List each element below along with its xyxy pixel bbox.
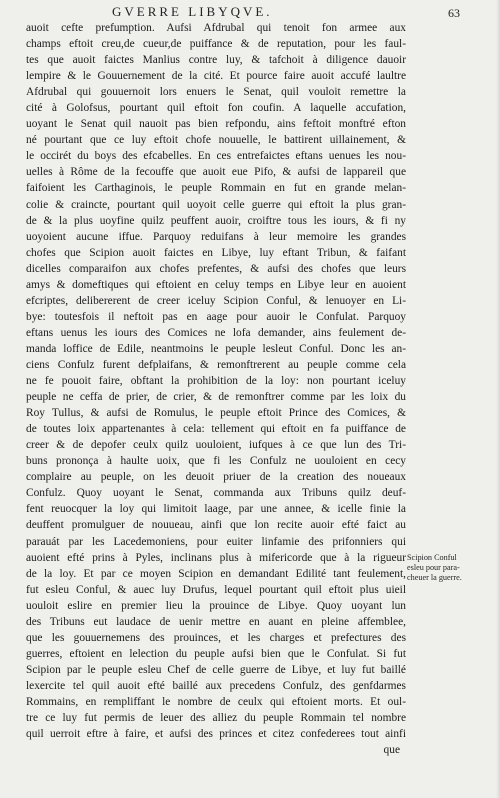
text-line: Roy Tullus, & aufsi de Romulus, le peuple eftoit Prince des Comices, & (26, 407, 406, 420)
text-line: de la loy. Et par ce moyen Scipion en demandant Edilité tant feulement, (26, 567, 406, 580)
text-line: chofes que Scipion auoit faictes en Libye, luy eftant Tribun, & faifant (26, 246, 406, 259)
text-line: buns prononça à haulte uoix, que fi les Confulz ne uouloient en cecy (26, 455, 406, 468)
text-line: des Tribuns eut laudace de uenir mettre en auant en pleine affemblee, (26, 615, 406, 628)
text-line: le occirét du boys des efcabelles. En ces entrefaictes eftans uenues les nou- (26, 150, 406, 163)
running-head: GVERRE LIBYQVE. (112, 4, 273, 19)
text-line: auoit cefte prefumption. Aufsi Afdrubal qui tenoit fon armee aux (26, 22, 406, 34)
text-line: quil uerroit eftre à faire, et aufsi des princes et citez confederees tout ainfi (26, 728, 406, 741)
text-line: dicelles comparaifon aux chofes prefentes, & aufsi des chofes que leurs (26, 262, 406, 275)
text-line: eftans uenus les iours des Comices ne lofa demander, ains feulement de- (26, 326, 406, 339)
text-line: amys & domeftiques qui eftoient en celuy temps en Libye leur en auoient (26, 278, 406, 291)
margin-note-line: cheuer la guerre. (407, 573, 462, 582)
text-line: lexercite tel quil auoit efté baillé aux precedens Confulz, des genfdarmes (26, 679, 406, 692)
text-line: cité à Golofsus, pourtant quil eftoit fon coufin. A laquelle accufation, (26, 102, 406, 115)
text-line: deuffent promulguer de nouueau, ainfi que lon recite auoir efté faict au (26, 519, 406, 532)
text-line: Scipion par le peuple esleu Chef de celle guerre de Libye, et luy fut baillé (26, 663, 406, 676)
text-line: lempire & le Gouuernement de la cité. Et pource faire auoit accufé laultre (26, 70, 406, 83)
text-line: Rommains, en rempliffant le nombre de ceulx qui eftoient morts. Et oul- (26, 695, 406, 708)
text-line: fent reuocquer la loy qui limitoit laage, par une annee, & icelle finie la (26, 503, 406, 516)
text-line: ciens Confulz furent defplaifans, & remonftrerent au peuple comme cela (26, 358, 406, 371)
text-line: guerres, eftoient en lelection du peuple aufsi bien que le Confulat. Si fut (26, 647, 406, 660)
body-text (26, 20, 406, 758)
text-line: uouloit eslire en premier lieu la prouince de Libye. Quoy uoyant lun (26, 599, 406, 612)
text-line: que (383, 744, 400, 757)
page-number: 63 (448, 6, 460, 20)
text-line: bye: toutesfois il neftoit pas en aage pour auoir le Confulat. Parquoy (26, 310, 406, 323)
text-line: tre ce luy fut permis de leuer des alliez du peuple Rommain tel nombre (26, 712, 406, 725)
text-line: peuple ne ceffa de prier, de crier, & de remonftrer comme par les loix du (26, 391, 406, 404)
text-line: uelles à Rôme de la fecouffe que auoit eue Pifo, & aufsi de lappareil que (26, 166, 406, 179)
margin-note (407, 553, 497, 583)
text-line: colie & craincte, pourtant quil uoyoit celle guerre qui eftoit la plus gran- (26, 198, 406, 211)
text-line: de & la plus uoyfine quilz peuffent auoir, croiftre tous les iours, & fi ny (26, 214, 406, 227)
text-line: complaire au peuple, on les deuoit priuer de la creation des noueaux (26, 471, 406, 484)
text-line: creer & de depofer ceulx quilz uouloient, iufques à ce que lun des Tri- (26, 439, 406, 452)
text-line: de toutes loix appartenantes à cela: tellement qui eftoit en fa puiffance de (26, 423, 406, 436)
text-line: uoyant le Senat quil nauoit pas bien refpondu, ains feftoit monftré efton (26, 118, 406, 131)
text-line: fut esleu Conful, & auec luy Drufus, lequel pourtant quil eftoit plus uieil (26, 583, 406, 596)
text-line: tes que auoit faictes Manlius contre luy, & tafchoit à diligence dauoir (26, 54, 406, 67)
text-line: parauát par les Lacedemoniens, pour euiter linfamie des prifonniers qui (26, 535, 406, 548)
margin-note-line: esleu pour para- (407, 563, 460, 572)
text-line: ne fe pouoit faire, obftant la prohibition de la loy: non pourtant iceluy (26, 375, 406, 388)
text-line: uoyoient aucune iffue. Parquoy reduifans à leur memoire les grandes (26, 230, 406, 243)
page-edge-shadow (496, 0, 500, 798)
text-line: Confulz. Quoy uoyant le Senat, commanda aux Tribuns quilz deuf- (26, 487, 406, 500)
text-line: champs eftoit creu,de cueur,de puiffance & de reputation, pour les faul- (26, 38, 406, 51)
text-line: efcriptes, delibererent de creer iceluy Scipion Conful, & lenuoyer en Li- (26, 294, 406, 307)
text-line: auoient efté prins à Pyles, inclinans plus à mifericorde que à la rigueur (26, 551, 406, 564)
text-line: manda loffice de Edile, neantmoins le peuple lesleut Conful. Donc les an- (26, 342, 406, 355)
text-line: que les gouuernemens des prouinces, et les charges et prefectures des (26, 631, 406, 644)
text-line: Afdrubal qui gouuernoit lors enuers le Senat, quil vouloit remettre la (26, 86, 406, 99)
margin-note-line: Scipion Conful (407, 553, 457, 562)
text-line: faifoient les Carthaginois, le peuple Rommain en fut en grande melan- (26, 182, 406, 195)
text-line: né pourtant que ce luy eftoit chofe nouuelle, le battirent uillainement, & (26, 134, 406, 147)
